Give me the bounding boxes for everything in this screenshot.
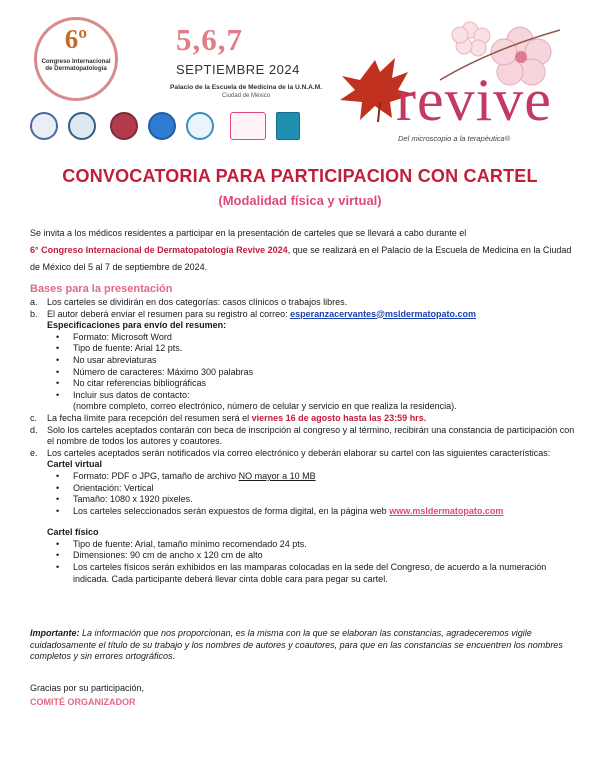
important-note bbox=[30, 628, 578, 663]
committee-signature: COMITÉ ORGANIZADOR bbox=[30, 697, 136, 707]
thanks-text: Gracias por su participación, bbox=[30, 683, 145, 693]
sponsor-logos bbox=[30, 108, 320, 146]
congress-badge bbox=[34, 17, 118, 101]
intro-paragraph bbox=[30, 225, 576, 276]
spec-title: Especificaciones para envío del resumen: bbox=[47, 320, 227, 331]
email-link[interactable]: esperanzacervantes@msldermatopato.com bbox=[290, 308, 476, 319]
intro-text-end: , que se realizará en el Palacio de la Escuela de Medicina en la Ciudad de México del 5 al 7 de septiembre de 2024. bbox=[30, 245, 572, 272]
sponsor-logo-icon bbox=[276, 112, 300, 140]
sponsor-logo-icon bbox=[110, 112, 138, 140]
list-item: b. El autor deberá enviar el resumen para su registro al correo: esperanzacervantes@msldermatopato.com bbox=[30, 308, 476, 319]
note-text: La información que nos proporcionan, es la misma con la que se elaboran las constancias, agradeceremos vigile cuidadosamente el título de su trabajo y los nombres de autores y coautores, para que en las constancias se encuentren los nombres completos y sin errores ortográficos. bbox=[30, 628, 563, 662]
list-item: • Incluir sus datos de contacto: bbox=[56, 389, 190, 400]
sponsor-logo-icon bbox=[186, 112, 214, 140]
list-item: • Dimensiones: 90 cm de ancho x 120 cm de alto bbox=[56, 550, 263, 561]
list-item: • Número de caracteres: Máximo 300 palabras bbox=[56, 366, 254, 377]
list-item: c. La fecha límite para recepción del resumen será el viernes 16 de agosto hasta las 23:59 hrs. bbox=[30, 412, 427, 423]
physical-title: Cartel físico bbox=[47, 527, 99, 538]
list-item: • No usar abreviaturas bbox=[56, 354, 157, 365]
list-item: d. Solo los carteles aceptados contarán con beca de inscripción al congreso y al término, recibirán una constancia de participación con el nombre de todos los autores y coautores. bbox=[30, 424, 575, 447]
event-month: SEPTIEMBRE 2024 bbox=[176, 62, 300, 77]
event-city: Ciudad de México bbox=[222, 93, 271, 99]
list-item: • Los carteles físicos serán exhibidos en las mamparas colocadas en la sede del Congreso, de acuerdo a la numeración indicada. Cada participante deberá llevar cinta doble cara para pegar su cartel. bbox=[56, 562, 547, 584]
sponsor-logo-icon bbox=[148, 112, 176, 140]
brand-tagline: Del microscopio a la terapéutica® bbox=[398, 134, 511, 143]
virtual-title: Cartel virtual bbox=[47, 459, 103, 470]
list-item: • Los carteles seleccionados serán expuestos de forma digital, en la página web www.msldermatopato.com bbox=[56, 505, 504, 516]
brand-logo: revive bbox=[396, 67, 552, 133]
contact-note: (nombre completo, correo electrónico, número de celular y servicio en que realiza la residencia). bbox=[73, 401, 457, 412]
deadline: viernes 16 de agosto hasta las 23:59 hrs. bbox=[251, 412, 427, 423]
intro-text: Se invita a los médicos residentes a participar en la presentación de carteles que se llevará a cabo durante el bbox=[30, 228, 467, 238]
event-venue: Palacio de la Escuela de Medicina de la U.N.A.M. bbox=[170, 84, 323, 91]
list-item: • Tipo de fuente: Arial, tamaño mínimo recomendado 24 pts. bbox=[56, 538, 307, 549]
list-item: a. Los carteles se dividirán en dos categorías: casos clínicos o trabajos libres. bbox=[30, 297, 348, 307]
list-item: • Orientación: Vertical bbox=[56, 482, 154, 493]
event-dates: 5,6,7 bbox=[176, 22, 243, 57]
intro-highlight: 6° Congreso Internacional de Dermatopatología Revive 2024 bbox=[30, 245, 288, 255]
page-title: CONVOCATORIA PARA PARTICIPACION CON CARTEL bbox=[62, 166, 538, 186]
list-item: • Formato: Microsoft Word bbox=[56, 331, 172, 342]
badge-number: 6º bbox=[64, 24, 88, 54]
sponsor-logo-icon bbox=[68, 112, 96, 140]
page-subtitle: (Modalidad física y virtual) bbox=[218, 193, 382, 208]
bases-list bbox=[30, 297, 580, 585]
list-item: e. Los carteles aceptados serán notificados vía correo electrónico y deberán elaborar su cartel con las siguientes características: bbox=[30, 447, 551, 458]
list-item: • No citar referencias bibliográficas bbox=[56, 378, 207, 389]
sponsor-logo-icon bbox=[30, 112, 58, 140]
list-item: • Formato: PDF o JPG, tamaño de archivo NO mayor a 10 MB bbox=[56, 470, 316, 481]
list-item: • Tipo de fuente: Arial 12 pts. bbox=[56, 343, 183, 354]
bases-title: Bases para la presentación bbox=[30, 283, 173, 295]
sponsor-logo-icon bbox=[230, 112, 266, 140]
badge-text: Congreso Internacional de Dermatopatología bbox=[41, 58, 111, 72]
website-link[interactable]: www.msldermatopato.com bbox=[389, 505, 504, 516]
note-label: Importante: bbox=[30, 628, 80, 638]
list-item: • Tamaño: 1080 x 1920 pixeles. bbox=[56, 494, 193, 505]
